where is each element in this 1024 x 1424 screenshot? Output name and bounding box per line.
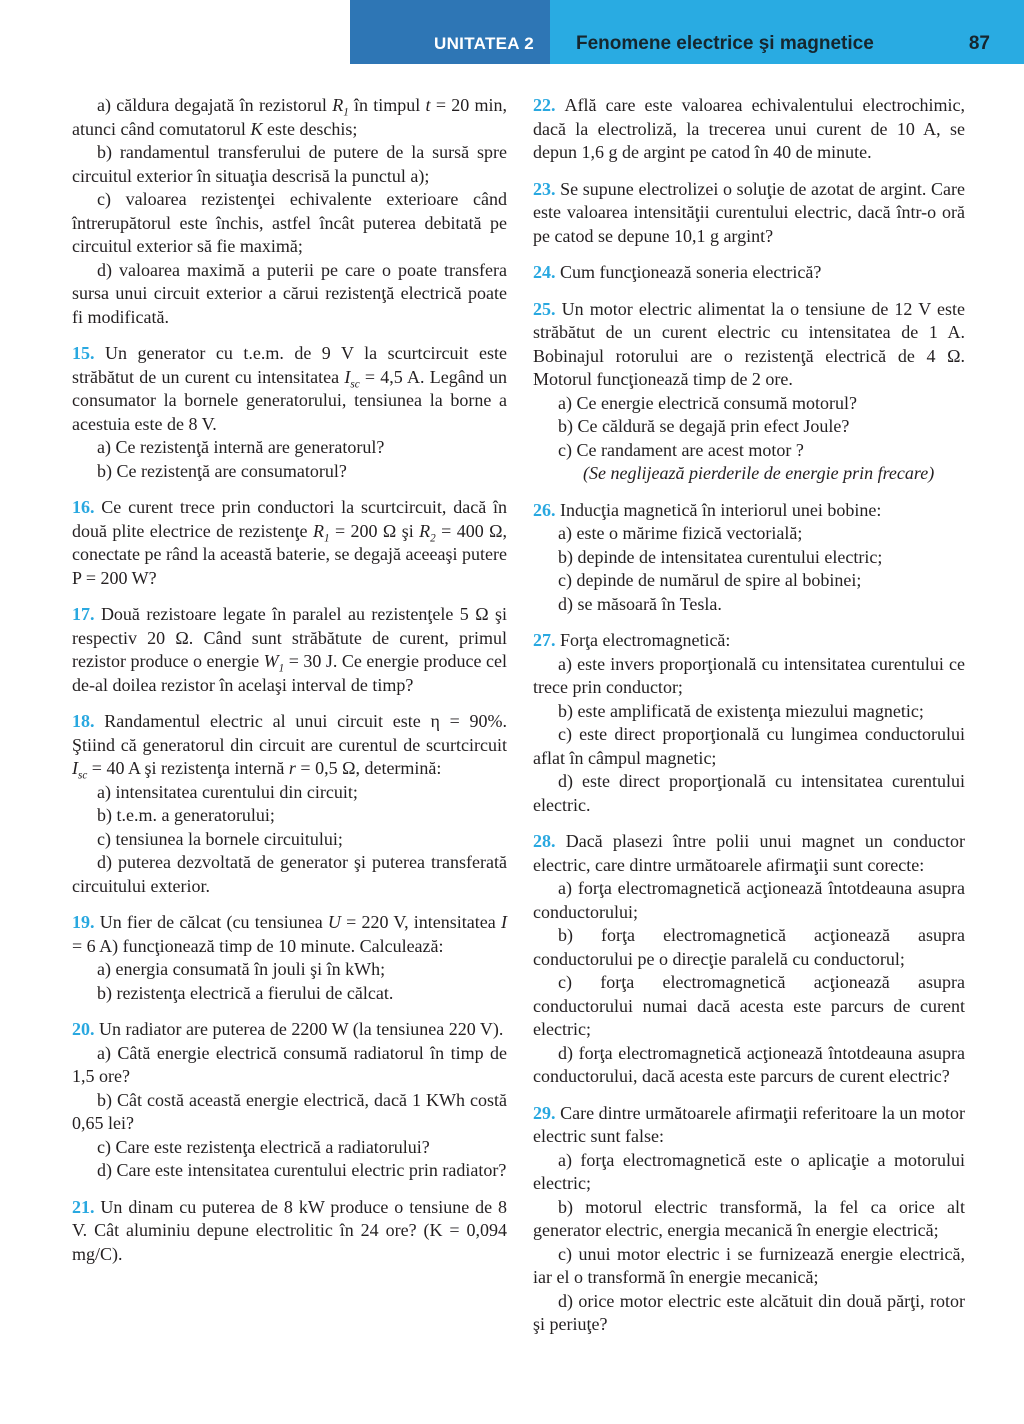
variable: R <box>312 520 324 541</box>
subitem-paragraph: b) Ce căldură se degajă prin efect Joule? <box>558 416 850 436</box>
question-paragraph: 29. Care dintre următoarele afirmaţii referitoare la un motor electric sunt false: <box>533 1102 966 1146</box>
subitem-paragraph: a) Ce rezistenţă internă are generatorul? <box>97 437 385 457</box>
question-block <box>533 1102 965 1337</box>
question-number: 25. <box>533 298 562 319</box>
question-paragraph: 24. Cum funcţionează soneria electrică? <box>533 262 822 282</box>
subitem-paragraph: b) randamentul transferului de putere de la sursă spre circuitul exterior în situaţia descrisă la punctul a); <box>72 142 507 186</box>
question-paragraph: 21. Un dinam cu puterea de 8 kW produce o tensiune de 8 V. Cât aluminiu depune electrolitic în 24 ore? (K = 0,094 mg/C). <box>72 1196 508 1264</box>
page-number: 87 <box>968 33 990 54</box>
question-number: 19. <box>72 912 100 932</box>
subitem-paragraph: d) este direct proporţională cu intensitatea curentului electric. <box>533 771 965 815</box>
subitem-paragraph: b) Ce rezistenţă are consumatorul? <box>97 460 347 481</box>
question-paragraph: 22. Află care este valoarea echivalentului electrochimic, dacă la electroliză, la trecerea unui curent de 10 A, se depun 1,6 g de argint pe catod în 40 de minute. <box>533 95 966 162</box>
subitem-paragraph: b) forţa electromagnetică acţionează asupra conductorului pe o direcţie paralelă cu conductorul; <box>533 925 965 969</box>
question-block <box>533 261 965 285</box>
question-block <box>533 499 965 617</box>
question-block <box>72 496 507 590</box>
question-block <box>72 710 507 898</box>
question-number: 17. <box>72 604 101 624</box>
question-number: 29. <box>533 1102 561 1123</box>
subitem-paragraph: d) orice motor electric este alcătuit din două părţi, rotor şi periuţe? <box>533 1290 965 1334</box>
question-number: 20. <box>72 1019 99 1039</box>
question-paragraph: 25. Un motor electric alimentat la o tensiune de 12 V este străbătut de un curent electric cu intensitatea de 1 A. Bobinajul rotorului are o rezistenţă electrică de 4 Ω. Motorul funcţionează timp de 2 ore. <box>533 298 965 389</box>
question-number: 18. <box>72 711 105 731</box>
question-paragraph: 23. Se supune electrolizei o soluţie de azotat de argint. Care este valoarea intensităţii curentului electric, dacă într-o oră pe catod se depune 10,1 g argint? <box>533 178 966 246</box>
question-block <box>533 629 965 817</box>
question-paragraph: 15. Un generator cu t.e.m. de 9 V la scurtcircuit este străbătut de un curent cu intensitatea $I_{sc} = 4,5$ A. Legând un consumator la bornele generatorului, tensiunea la borne a acestuia este de 8 V. <box>72 343 508 434</box>
subscript: sc <box>78 769 88 782</box>
subitem-paragraph: a) Câtă energie electrică consumă radiatorul în timp de 1,5 ore? <box>72 1042 507 1086</box>
variable: R <box>419 520 431 541</box>
subitem-paragraph: b) motorul electric transformă, la fel ca orice alt generator electric, energia mecanică în energie electrică; <box>533 1196 965 1240</box>
question-block <box>533 94 965 165</box>
question-paragraph: 19. Un fier de călcat (cu tensiunea U = 220 V, intensitatea I = 6 A) funcţionează timp de 10 minute. Calculează: <box>72 912 507 956</box>
subitem-paragraph: b) rezistenţa electrică a fierului de călcat. <box>97 982 394 1003</box>
variable: R <box>332 95 344 115</box>
question-number: 27. <box>533 630 560 650</box>
variable: I <box>501 912 507 932</box>
subitem-paragraph: c) Care este rezistenţa electrică a radiatorului? <box>97 1136 430 1157</box>
question-paragraph: 28. Dacă plasezi între polii unui magnet un conductor electric, care dintre următoarele afirmaţii sunt corecte: <box>533 831 965 875</box>
subscript: 2 <box>430 532 436 545</box>
question-block <box>72 94 507 329</box>
variable: t <box>425 95 431 115</box>
subitem-paragraph: d) forţa electromagnetică acţionează întotdeauna asupra conductorului, dacă acesta este parcurs de curent electric? <box>533 1042 965 1086</box>
note-paragraph: (Se neglijează pierderile de energie prin frecare) <box>583 463 935 483</box>
subitem-paragraph: a) energia consumată în jouli şi în kWh; <box>97 959 386 979</box>
question-paragraph: 20. Un radiator are puterea de 2200 W (la tensiunea 220 V). <box>72 1019 504 1039</box>
subitem-paragraph: a) forţa electromagnetică este o aplicaţie a motorului electric; <box>533 1149 965 1193</box>
subitem-paragraph: c) tensiunea la bornele circuitului; <box>97 828 343 849</box>
question-number: 16. <box>72 497 102 517</box>
question-paragraph: 17. Două rezistoare legate în paralel au rezistenţele 5 Ω şi respectiv 20 Ω. Când sunt străbătute de curent, primul rezistor produce o energie $W_1 = 30$ J. Ce energie produce cel de-al doilea rezistor în acelaşi interval de timp? <box>72 604 508 695</box>
question-block <box>72 342 507 483</box>
subitem-paragraph: b) este amplificată de existenţa miezului magnetic; <box>558 700 924 721</box>
subitem-paragraph: a) intensitatea curentului din circuit; <box>97 781 358 802</box>
subitem-paragraph: c) valoarea rezistenţei echivalente exterioare când întrerupătorul este închis, astfel încât puterea debitată pe circuitul exterior să fie maximă; <box>72 189 507 256</box>
question-number: 28. <box>533 831 566 851</box>
right-column <box>533 94 965 1350</box>
subitem-paragraph: c) unui motor electric i se furnizează energie electrică, iar el o transformă în energie mecanică; <box>533 1243 965 1287</box>
subitem-paragraph: a) este invers proporţională cu intensitatea curentului ce trece prin conductor; <box>533 653 965 697</box>
subitem-paragraph: d) Care este intensitatea curentului electric prin radiator? <box>97 1160 507 1180</box>
question-number: 21. <box>72 1196 101 1217</box>
subitem-paragraph: c) forţa electromagnetică acţionează asupra conductorului numai dacă acesta este parcurs de curent electric; <box>533 972 965 1039</box>
variable: I <box>72 758 78 778</box>
subscript: 1 <box>278 662 285 675</box>
subitem-paragraph: b) Cât costă această energie electrică, dacă 1 KWh costă 0,65 lei? <box>72 1089 507 1133</box>
question-number: 24. <box>533 262 560 282</box>
subitem-paragraph: c) este direct proporţională cu lungimea conductorului aflat în câmpul magnetic; <box>533 724 965 768</box>
unit-label: UNITATEA 2 <box>434 34 534 53</box>
question-number: 22. <box>533 95 565 115</box>
subitem-paragraph: d) se măsoară în Tesla. <box>558 593 722 614</box>
question-number: 15. <box>72 343 105 363</box>
question-block <box>533 178 965 249</box>
subscript: 1 <box>323 532 330 545</box>
subitem-paragraph: d) puterea dezvoltată de generator şi puterea transferată circuitului exterior. <box>72 852 507 896</box>
subitem-paragraph: b) t.e.m. a generatorului; <box>97 805 275 825</box>
chapter-bar <box>550 0 1024 64</box>
subitem-paragraph: c) depinde de numărul de spire al bobinei; <box>558 570 862 590</box>
variable: I <box>344 366 351 387</box>
subitem-paragraph: c) Ce randament are acest motor ? <box>558 439 804 460</box>
question-block <box>533 830 965 1089</box>
variable: W <box>263 651 279 671</box>
variable: U <box>327 912 341 932</box>
question-block <box>533 298 965 486</box>
subscript: 1 <box>343 106 349 119</box>
left-column <box>72 94 507 1350</box>
question-block <box>72 1196 507 1267</box>
subitem-paragraph: b) depinde de intensitatea curentului electric; <box>558 546 883 567</box>
question-paragraph: 16. Ce curent trece prin conductori la scurtcircuit, dacă în două plite electrice de rezistenţe $R_1 = 200$ Ω şi $R_2 = 400$ Ω, conectate pe rând la această baterie, se degajă aceeaşi putere P = 200 W? <box>72 497 507 588</box>
subscript: sc <box>350 378 360 391</box>
subitem-paragraph: a) Ce energie electrică consumă motorul? <box>558 392 858 413</box>
page-header <box>0 0 1024 64</box>
subitem-paragraph: d) valoarea maximă a puterii pe care o poate transfera sursa unui circuit exterior a cărui rezistenţă electrică poate fi modificată. <box>72 259 507 327</box>
question-number: 26. <box>533 499 560 520</box>
question-block <box>72 911 507 1005</box>
question-block <box>72 1018 507 1183</box>
variable: K <box>250 118 263 139</box>
question-paragraph: 27. Forţa electromagnetică: <box>533 630 731 650</box>
question-number: 23. <box>533 178 561 199</box>
question-block <box>72 603 507 697</box>
chapter-title: Fenomene electrice şi magnetice <box>576 33 874 54</box>
content-area <box>72 94 965 1350</box>
subitem-paragraph: a) căldura degajată în rezistorul $R_1$ în timpul t = 20 min, atunci când comutatorul K este deschis; <box>72 95 507 139</box>
subitem-paragraph: a) forţa electromagnetică acţionează întotdeauna asupra conductorului; <box>533 878 965 922</box>
subitem-paragraph: a) este o mărime fizică vectorială; <box>558 523 803 543</box>
unit-badge <box>350 0 550 64</box>
question-paragraph: 26. Inducţia magnetică în interiorul unei bobine: <box>533 499 882 520</box>
question-paragraph: 18. Randamentul electric al unui circuit este η = 90%. Ştiind că generatorul din circuit are curentul de scurtcircuit $I_{sc} = 40$ A şi rezistenţa internă r = 0,5 Ω, determină: <box>72 711 507 782</box>
variable: r <box>288 758 296 778</box>
